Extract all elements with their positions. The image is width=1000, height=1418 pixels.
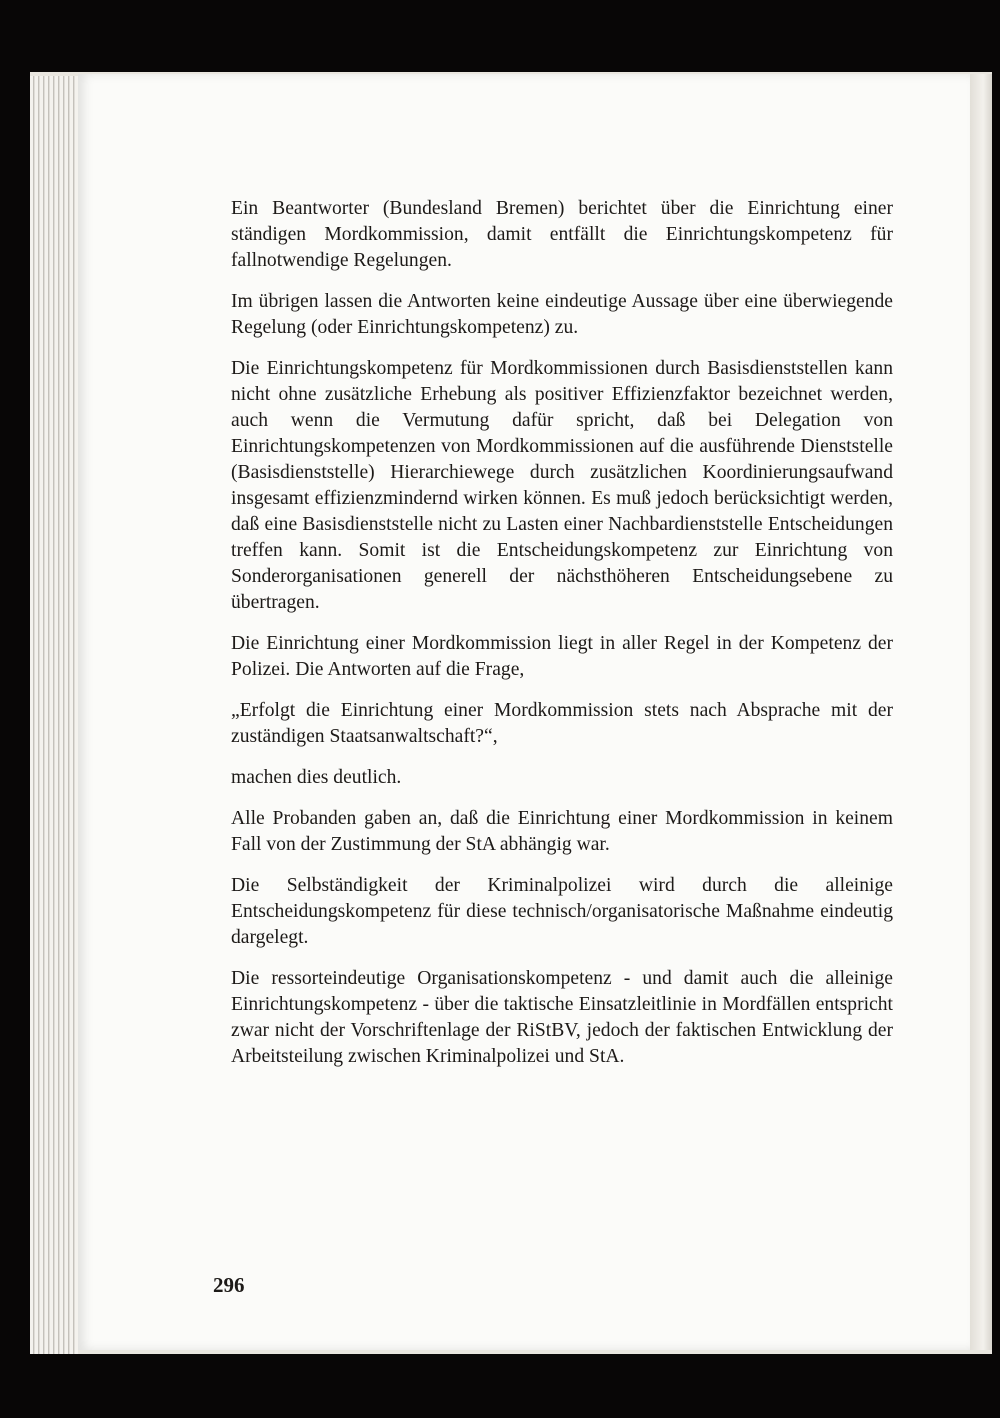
paragraph-4: Die Einrichtung einer Mordkommission liegt in aller Regel in der Kompetenz der Polizei. Die Antworten auf die Frage, [231,633,893,680]
paragraph-3: Die Einrichtungskompetenz für Mordkommissionen durch Basisdienststellen kann nicht ohne zusätzliche Erhebung als positiver Effizienzfaktor bezeichnet werden, auch wenn die Vermutung dafür spricht, daß bei Delegation von Einrichtungskompetenzen von Mordkommissionen auf die ausführende Dienststelle (Basisdienststelle) Hierarchiewege durch zusätzlichen Koordinierungsaufwand insgesamt effizienzmindernd wirken können. Es muß jedoch berücksichtigt werden, daß eine Basisdienststelle nicht zu Lasten einer Nachbardienststelle Entscheidungen treffen kann. Somit ist die Entscheidungskompetenz zur Einrichtung von Sonderorganisationen generell der nächsthöheren Entscheidungsebene zu übertragen. [231,358,893,613]
page-edges [30,76,78,1354]
paragraph-7: Alle Probanden gaben an, daß die Einrichtung einer Mordkommission in keinem Fall von der Zustimmung der StA abhängig war. [231,808,893,855]
paragraph-6: machen dies deutlich. [231,767,402,788]
paragraph-9: Die ressorteindeutige Organisationskompetenz - und damit auch die alleinige Einrichtungskompetenz - über die taktische Einsatzleitlinie in Mordfällen entspricht zwar nicht der Vorschriftenlage der RiStBV, jedoch der faktischen Entwicklung der Arbeitsteilung zwischen Kriminalpolizei und StA. [231,968,893,1067]
paragraph-5-quote: „Erfolgt die Einrichtung einer Mordkommission stets nach Absprache mit der zuständigen Staatsanwaltschaft?“, [231,700,893,747]
paragraph-2: Im übrigen lassen die Antworten keine eindeutige Aussage über eine überwiegende Regelung (oder Einrichtungskompetenz) zu. [231,291,893,338]
page-number: 296 [213,1273,245,1297]
paragraph-1: Ein Beantworter (Bundesland Bremen) berichtet über die Einrichtung einer ständigen Mordkommission, damit entfällt die Einrichtungskompetenz für fallnotwendige Regelungen. [231,198,893,271]
right-page-edge [970,74,992,1350]
body-text [231,196,893,1085]
paragraph-8: Die Selbständigkeit der Kriminalpolizei wird durch die alleinige Entscheidungskompetenz für diese technisch/organisatorische Maßnahme eindeutig dargelegt. [231,875,893,948]
